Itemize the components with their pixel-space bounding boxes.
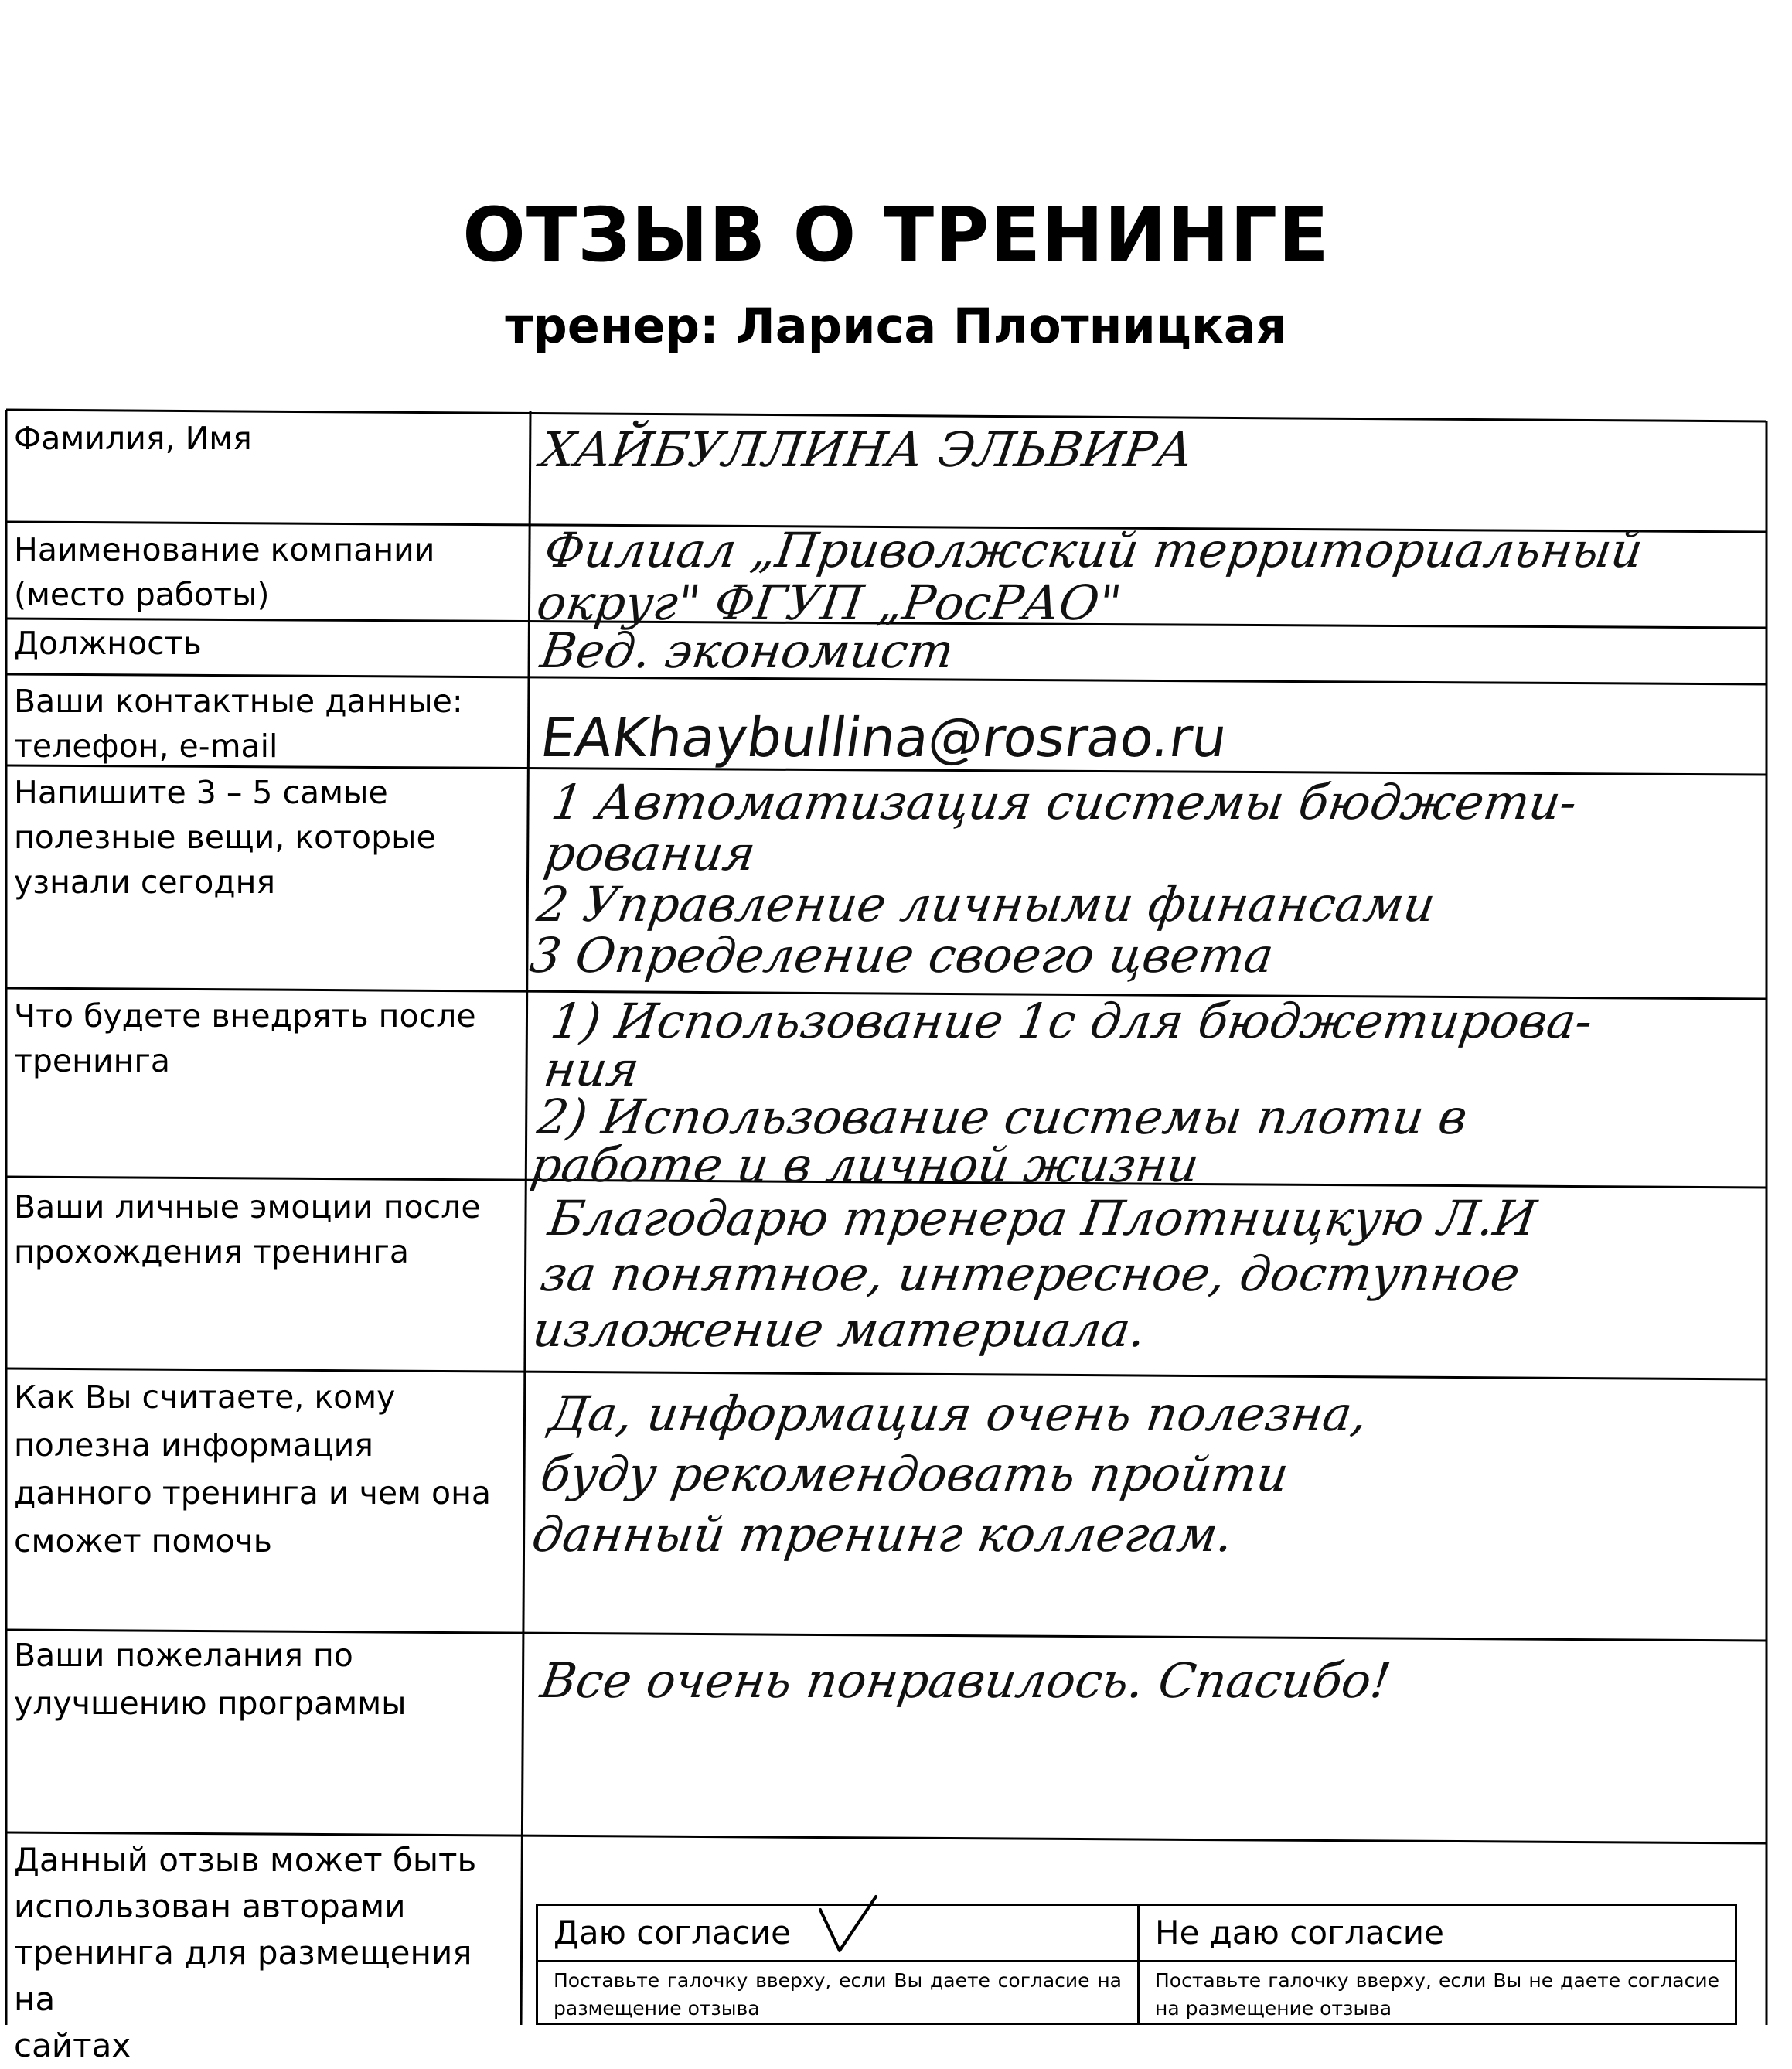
row-label-position: Должность [14,625,202,662]
consent-agree-note: Поставьте галочку вверху, если Вы даете согласие на размещение отзыва [554,1969,1122,2020]
answer-company: Филиал „Приволжский территориальный округ" ФГУП „РосРАО" [533,522,1647,631]
answer-wishes: Все очень понравилось. Спасибо! [537,1652,1395,1709]
row-label-emotions: Ваши личные эмоции после прохождения тренинга [14,1188,481,1270]
page-title: ОТЗЫВ О ТРЕНИНГЕ [462,192,1330,278]
answer-emotions: Благодарю тренера Плотницкую Л.И за понятное, интересное, доступное изложение материала. [529,1190,1540,1358]
row-label-contacts: Ваши контактные данные: телефон, e-mail [14,683,463,765]
row-label-publication: Данный отзыв может быть использован авторами тренинга для размещения на сайтах [14,1841,477,2064]
answer-implement: 1) Использование 1с для бюджетирова- ния 2) Использование системы плоти в работе и в личной жизни [526,993,1596,1193]
row-label-implement: Что будете внедрять после тренинга [14,997,476,1079]
checkmark-icon [813,1890,882,1960]
row-label-company: Наименование компании (место работы) [14,531,435,613]
answer-contacts: EAKhaybullina@rosrao.ru [537,706,1232,769]
row-label-name: Фамилия, Имя [14,420,252,457]
row-label-useful-things: Напишите 3 – 5 самые полезные вещи, которые узнали сегодня [14,774,436,901]
consent-box [536,1904,1737,2025]
answer-position: Вед. экономист [537,622,958,679]
consent-agree-label: Даю согласие [554,1914,791,1951]
consent-disagree-label: Не даю согласие [1140,1906,1735,1962]
answer-name: ХАЙБУЛЛИНА ЭЛЬВИРА [537,421,1198,478]
row-label-wishes: Ваши пожелания по улучшению программы [14,1637,407,1722]
consent-agree-option[interactable] [538,1906,1140,2023]
answer-usefulness: Да, информация очень полезна, буду рекомендовать пройти данный тренинг коллегам. [528,1386,1371,1563]
trainer-subtitle: тренер: Лариса Плотницкая [505,298,1287,354]
row-label-usefulness: Как Вы считаете, кому полезна информация данного тренинга и чем она сможет помочь [14,1379,492,1559]
consent-disagree-option[interactable] [1140,1906,1735,2023]
consent-disagree-note: Поставьте галочку вверху, если Вы не даете согласие на размещение отзыва [1155,1969,1719,2020]
answer-useful-things: 1 Автоматизация системы бюджети- рования 2 Управление личными финансами 3 Определение своего цвета [526,774,1581,983]
